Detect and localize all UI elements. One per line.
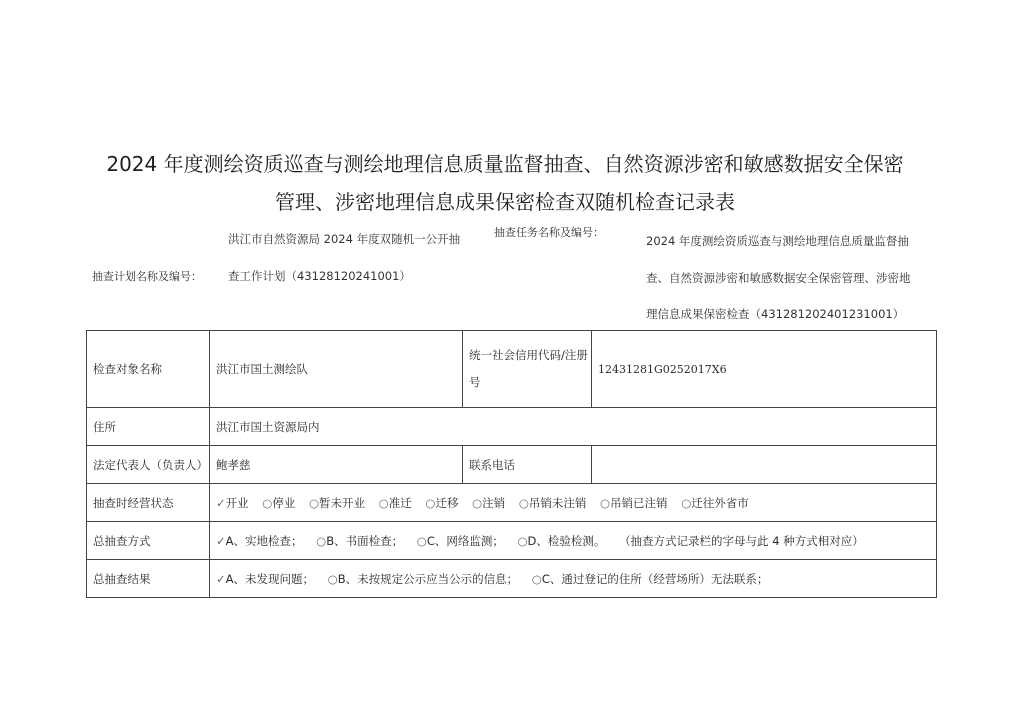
circle-icon: ○ <box>378 495 389 510</box>
page-title-line-2: 管理、涉密地理信息成果保密检查双随机检查记录表 <box>275 190 735 214</box>
circle-icon: ○ <box>316 533 327 548</box>
circle-icon: ○ <box>600 495 611 510</box>
task-name-line-1: 2024 年度测绘资质巡查与测绘地理信息质量监督抽 <box>646 234 909 248</box>
status-option[interactable]: ○注销 <box>472 495 506 510</box>
status-option[interactable]: ○迁往外省市 <box>681 495 749 510</box>
status-option[interactable]: ○准迁 <box>378 495 412 510</box>
plan-name-label: 抽查计划名称及编号： <box>92 270 202 283</box>
table-row <box>87 408 937 446</box>
method-option[interactable]: ○B、书面检查； <box>316 533 404 548</box>
inspection-record-table <box>86 330 937 598</box>
credit-code-label <box>463 331 592 408</box>
checked-mark-icon: ✓ <box>216 495 226 510</box>
credit-code-label-line-2: 号 <box>469 375 481 389</box>
circle-icon: ○ <box>531 571 542 586</box>
checked-mark-icon: ✓ <box>216 533 226 548</box>
result-label: 总抽查结果 <box>87 560 210 598</box>
circle-icon: ○ <box>517 533 528 548</box>
status-option[interactable]: ○停业 <box>262 495 296 510</box>
phone-label: 联系电话 <box>463 446 592 484</box>
method-note: （抽查方式记录栏的字母与此 4 种方式相对应） <box>619 533 864 548</box>
method-option[interactable]: ✓A、实地检查； <box>216 533 303 548</box>
target-name-label: 检查对象名称 <box>87 331 210 408</box>
target-name-value: 洪江市国土测绘队 <box>210 331 463 408</box>
table-row <box>87 484 937 522</box>
status-option[interactable]: ○暂未开业 <box>309 495 366 510</box>
result-options <box>210 560 937 598</box>
table-row <box>87 446 937 484</box>
table-row <box>87 522 937 560</box>
status-label: 抽查时经营状态 <box>87 484 210 522</box>
status-option[interactable]: ○吊销已注销 <box>600 495 668 510</box>
status-option[interactable]: ✓开业 <box>216 495 249 510</box>
plan-name-line-2: 查工作计划（43128120241001） <box>228 269 411 283</box>
circle-icon: ○ <box>425 495 436 510</box>
status-options <box>210 484 937 522</box>
result-option[interactable]: ✓A、未发现问题； <box>216 571 315 586</box>
credit-code-value: 12431281G0252017X6 <box>592 331 937 408</box>
circle-icon: ○ <box>518 495 529 510</box>
legal-rep-value: 鲍孝慈 <box>210 446 463 484</box>
method-options <box>210 522 937 560</box>
circle-icon: ○ <box>262 495 273 510</box>
checked-mark-icon: ✓ <box>216 571 226 586</box>
result-option[interactable]: ○B、未按规定公示应当公示的信息； <box>327 571 519 586</box>
table-row <box>87 331 937 408</box>
method-label: 总抽查方式 <box>87 522 210 560</box>
page-title-line-1: 2024 年度测绘资质巡查与测绘地理信息质量监督抽查、自然资源涉密和敏感数据安全保密 <box>106 152 904 176</box>
status-option[interactable]: ○吊销未注销 <box>518 495 587 510</box>
circle-icon: ○ <box>681 495 692 510</box>
circle-icon: ○ <box>309 495 320 510</box>
task-name-label: 抽查任务名称及编号： <box>494 226 604 239</box>
table-row <box>87 560 937 598</box>
address-label: 住所 <box>87 408 210 446</box>
circle-icon: ○ <box>472 495 483 510</box>
method-option[interactable]: ○C、网络监测； <box>416 533 504 548</box>
method-option[interactable]: ○D、检验检测。 <box>517 533 606 548</box>
phone-value <box>592 446 937 484</box>
result-option[interactable]: ○C、通过登记的住所（经营场所）无法联系； <box>531 571 769 586</box>
circle-icon: ○ <box>327 571 338 586</box>
task-name-line-2: 查、自然资源涉密和敏感数据安全保密管理、涉密地 <box>646 271 911 285</box>
task-name-line-3: 理信息成果保密检查（431281202401231001） <box>646 307 905 321</box>
circle-icon: ○ <box>416 533 427 548</box>
address-value: 洪江市国土资源局内 <box>210 408 937 446</box>
legal-rep-label: 法定代表人（负责人） <box>87 446 210 484</box>
status-option[interactable]: ○迁移 <box>425 495 459 510</box>
plan-name-line-1: 洪江市自然资源局 2024 年度双随机一公开抽 <box>228 232 461 246</box>
credit-code-label-line-1: 统一社会信用代码/注册 <box>469 348 588 362</box>
